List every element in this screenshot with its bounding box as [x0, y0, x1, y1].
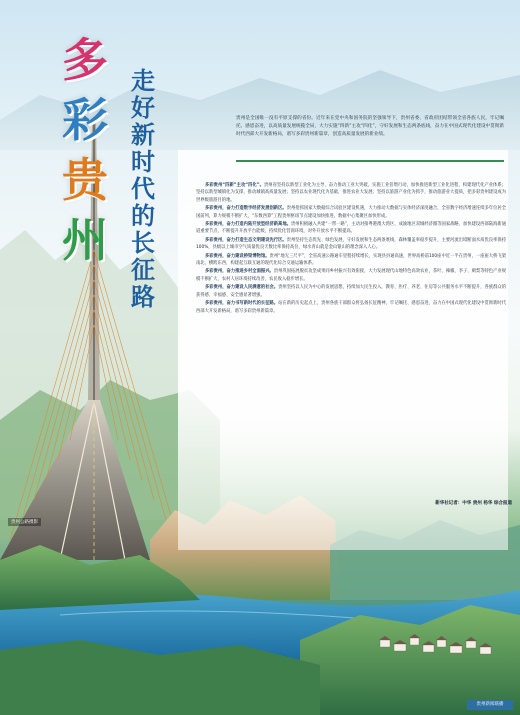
article-paragraph [196, 300, 506, 315]
paragraph-text: 站在新的历史起点上，贵州各族干部群众将弘扬长征精神，牢记嘱托、感恩奋进，奋力在中国式现代化建设中贯彻新时代西部大开发新格局，谱写多彩贵州新篇章。 [196, 301, 507, 314]
paragraph-lead: 多彩贵州，奋力推进乡村全面振兴。 [205, 269, 274, 275]
main-title [62, 30, 122, 270]
author-byline: 新华社记者：中华 贵州 杨华 综合报道 [435, 501, 512, 506]
corner-badge: 贵州新闻联播 [467, 700, 513, 710]
subtitle-char: 走 [131, 67, 155, 95]
article-paragraph [196, 284, 506, 299]
article-paragraph [196, 182, 506, 204]
paragraph-lead: 多彩贵州，奋力建设人民满意的社会。 [205, 285, 279, 291]
paragraph-lead: 多彩贵州，奋力打造生态文明建设先行区。 [205, 237, 287, 243]
subtitle [126, 68, 160, 311]
paragraph-text: 贵州积极融入共建“一带一路”，主动对接粤港澳大湾区、成渝地区双城经济圈等国家战略，加快建设西部陆海新通道重要节点，不断提升开放平台能级，持续优化营商环境，对外开放水平不断提高。 [196, 222, 507, 235]
intro-paragraph: 贵州是全国唯一没有平原支撑的省份。近年来在党中央和国务院的坚强领导下，贵州省委、省政府团结带领全省各族人民，牢记嘱托、感恩奋进，以高质量发展统揽全局，大力实施“四新”主攻“四化”，守好发展和生态两条底线，奋力在中国式现代化建设中贯彻新时代西部大开发新格局，谱写多彩贵州新篇章，创造高质量发展的新业绩。 [236, 116, 504, 137]
main-title-char: 贵 [62, 153, 110, 207]
paragraph-lead: 多彩贵州，奋力打造数字经济发展创新区。 [205, 206, 287, 212]
paragraph-lead: 多彩贵州“四新”主攻“四化”。 [205, 183, 264, 188]
subtitle-char: 征 [131, 256, 155, 284]
subtitle-char: 好 [131, 94, 155, 122]
paragraph-text: 贵州省坚持以新型工业化为主导，奋力推动工业大突破，实施工业倍增行动，加快推进新型工业化进程，构建现代化产业体系；坚持以新型城镇化为支撑，推动城镇高质量发展；坚持以农业现代化为基础，推进农业大发展；坚持以旅游产业化为抓手，推动旅游业大提质，把多彩贵州建设成为世界级旅游目的地。 [196, 183, 506, 203]
article-body [196, 182, 506, 316]
article-paragraph [196, 268, 506, 283]
article-paragraph [196, 221, 506, 236]
subtitle-char: 代 [131, 175, 155, 203]
paragraph-lead: 多彩贵州，奋力书写新时代的长征路。 [205, 301, 279, 307]
paragraph-text: 贵州“地无三尺平”，全省高速公路通车里程持续增长，实现县县通高速，世界高桥前100座中近一半在贵州，一座座大桥飞架南北、横跨东西，构建起互联互通的现代化综合交通运输体系。 [196, 253, 507, 267]
subtitle-char: 新 [131, 121, 155, 149]
paragraph-lead: 多彩贵州，奋力建设桥梁博物馆。 [205, 253, 270, 259]
paragraph-text: 贵州抢抓国家大数据综合试验区建设机遇，大力推动大数据与实体经济深度融合，全省数字经济增速连续多年位居全国前列，算力规模不断扩大，“东数西算”工程贵州枢纽节点建设加快推进，数据中心集聚区加快形成。 [196, 206, 506, 219]
paragraph-text: 贵州坚持生态优先、绿色发展，守好发展和生态两条底线，森林覆盖率稳步提升，主要河流出境断面水质优良率保持100%，县级以上城市空气质量优良天数比率保持高位，绿水青山就是金山银山的理念深入人心。 [196, 237, 506, 251]
paragraph-text: 贵州巩固拓展脱贫攻坚成果同乡村振兴有效衔接，大力发展现代山地特色高效农业，茶叶、辣椒、李子、刺梨等特色产业规模不断扩大，农村人居环境持续改善，农民收入稳步增长。 [196, 269, 507, 282]
subtitle-char: 的 [131, 202, 155, 230]
main-title-char: 多 [62, 33, 110, 87]
photo-credit: 贵州公路摄影 [8, 518, 41, 526]
main-title-char: 州 [62, 213, 110, 267]
paragraph-lead: 多彩贵州，奋力打造内陆开放型经济新高地。 [205, 222, 291, 228]
subtitle-char: 路 [131, 283, 155, 311]
subtitle-char: 时 [131, 148, 155, 176]
main-title-char: 彩 [62, 93, 110, 147]
article-paragraph [196, 205, 506, 220]
subtitle-char: 长 [131, 229, 155, 257]
article-paragraph [196, 237, 506, 252]
article-paragraph [196, 253, 506, 268]
paragraph-text: 贵州坚持以人民为中心的发展思想，持续加大民生投入，教育、医疗、养老、住房等公共服务水平不断提升，各族群众的获得感、幸福感、安全感显著增强。 [196, 285, 507, 298]
divider-rule [236, 160, 504, 162]
